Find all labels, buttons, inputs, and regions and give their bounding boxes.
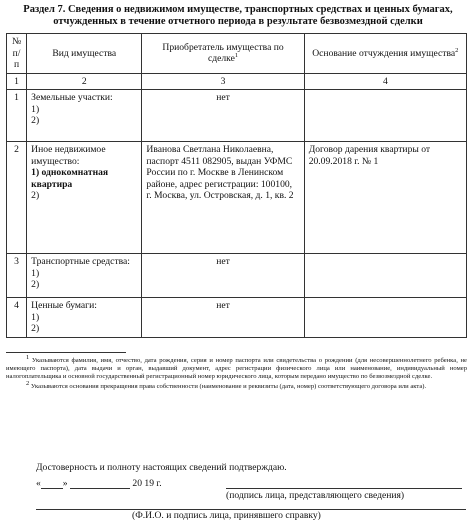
row-basis: [304, 298, 466, 338]
header-basis: [304, 34, 466, 74]
footnotes: [6, 352, 467, 393]
signature-caption: (подпись лица, представляющего сведения): [226, 490, 405, 501]
footnote-1-sup: 1: [26, 353, 30, 361]
footnote-1: [6, 353, 467, 381]
footnote-2-text: Указываются основания прекращения права собственности (наименование и реквизиты (дата, номер) соответствующего договора или акта).: [30, 383, 427, 390]
row-num: 2: [7, 142, 27, 254]
row-type-line: 1): [31, 103, 40, 115]
row-type: [27, 298, 142, 338]
row-acquirer: нет: [142, 298, 304, 338]
row-type: [27, 254, 142, 298]
header-type: Вид имущества: [27, 34, 142, 74]
row-type-line: Транспортные средства:: [31, 256, 130, 267]
index-cell: 2: [27, 73, 142, 90]
row-type-line: 2): [31, 279, 40, 290]
row-type-line: Земельные участки:: [31, 92, 113, 103]
header-basis-text: Основание отчуждения имущества: [312, 47, 456, 59]
day-blank: [41, 478, 63, 489]
row-num: 1: [7, 90, 27, 142]
row-type-line: 1): [31, 267, 40, 279]
header-acquirer-sup: 1: [234, 52, 239, 60]
table-row: [7, 254, 467, 298]
year-text: 20 19 г.: [132, 478, 162, 489]
header-num: № п/п: [7, 34, 27, 74]
row-type-line: 2): [31, 115, 40, 126]
footnote-2: [6, 379, 467, 391]
table-header-row: [7, 34, 467, 74]
row-type-line: Ценные бумаги:: [31, 300, 97, 311]
row-acquirer: нет: [142, 254, 304, 298]
row-type: [27, 90, 142, 142]
table-row: [7, 142, 467, 254]
row-basis: Договор дарения квартиры от 20.09.2018 г. № 1: [304, 142, 466, 254]
header-acquirer: [142, 34, 304, 74]
row-acquirer: нет: [142, 90, 304, 142]
row-acquirer: Иванова Светлана Николаевна, паспорт 4511 082905, выдан УФМС России по г. Москве в Ленинском районе, адрес регистрации: 100100, г. Москва, ул. Островская, д. 1, кв. 2: [142, 142, 304, 254]
section-title: Раздел 7. Сведения о недвижимом имуществе, транспортных средствах и ценных бумагах, отчужденных в течение отчетного периода в результате безвозмездной сделки: [23, 4, 453, 27]
row-basis: [304, 90, 466, 142]
footnote-separator: [6, 352, 126, 353]
fio-caption: (Ф.И.О. и подпись лица, принявшего справку): [132, 510, 321, 521]
quote-open: «: [36, 478, 41, 489]
row-type-bold: 1) однокомнатная квартира: [31, 167, 109, 190]
table-row: [7, 90, 467, 142]
header-acquirer-text: Приобретатель имущества по сделке: [162, 41, 284, 65]
row-type-line: 1): [31, 311, 40, 323]
row-type-line: Иное недвижимое имущество:: [31, 144, 106, 167]
index-cell: 3: [142, 73, 304, 90]
row-basis: [304, 254, 466, 298]
header-basis-sup: 2: [455, 46, 459, 54]
index-cell: 1: [7, 73, 27, 90]
index-cell: 4: [304, 73, 466, 90]
table-index-row: [7, 73, 467, 90]
table-row: [7, 298, 467, 338]
confirmation-text: Достоверность и полноту настоящих сведений подтверждаю.: [36, 462, 287, 473]
footnote-2-sup: 2: [26, 379, 30, 387]
row-type-line: 2): [31, 323, 40, 334]
row-num: 4: [7, 298, 27, 338]
row-num: 3: [7, 254, 27, 298]
property-table: [6, 33, 467, 338]
row-type: [27, 142, 142, 254]
month-blank: [70, 478, 130, 489]
footnote-1-text: Указываются фамилия, имя, отчество, дата рождения, серия и номер паспорта или свидетельства о рождении (для несовершеннолетнего ребенка, не имеющего паспорта), дата выдачи и орган, выдавший документ, адрес регистрации физического лица или наименование, индивидуальный номер налогоплательщика и основной государственный регистрационный номер юридического лица, которым передано имущество по безвозмездной сделке.: [6, 357, 467, 380]
quote-close: »: [62, 478, 68, 489]
signature-line: [226, 488, 462, 489]
date-field: [36, 478, 162, 489]
row-type-line: 2): [31, 190, 40, 201]
